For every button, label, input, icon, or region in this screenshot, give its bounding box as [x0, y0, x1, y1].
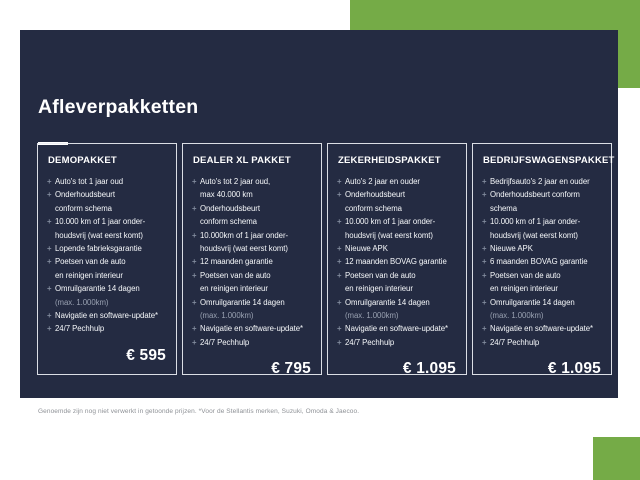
- plus-icon: +: [482, 257, 487, 267]
- feature-line: Poetsen van de auto: [345, 270, 416, 280]
- feature-list: [337, 175, 458, 349]
- feature-text: [200, 322, 313, 335]
- plus-icon: +: [47, 177, 52, 186]
- feature-line: conform schema: [200, 217, 257, 227]
- plus-icon: +: [47, 190, 52, 200]
- feature-line: Auto's 2 jaar en ouder: [345, 177, 420, 186]
- feature-line: en reinigen interieur: [55, 270, 123, 280]
- feature-line: Lopende fabrieksgarantie: [55, 244, 142, 254]
- package-card: [327, 143, 467, 378]
- feature-item: [482, 336, 603, 349]
- plus-icon: +: [482, 297, 487, 307]
- feature-text: [490, 322, 603, 335]
- feature-text: [55, 215, 168, 242]
- feature-line: 24/7 Pechhulp: [490, 337, 540, 347]
- plus-icon: +: [47, 311, 52, 321]
- package-name: ZEKERHEIDSPAKKET: [338, 155, 441, 166]
- feature-text: [490, 296, 603, 323]
- package-card: [182, 143, 322, 378]
- package-name: DEALER XL PAKKET: [193, 155, 291, 166]
- plus-icon: +: [47, 257, 52, 267]
- feature-line: max 40.000 km: [200, 190, 253, 200]
- feature-text: [345, 175, 458, 188]
- feature-item: [337, 175, 458, 188]
- plus-icon: +: [482, 324, 487, 334]
- plus-icon: +: [192, 324, 197, 334]
- plus-icon: +: [337, 217, 342, 227]
- feature-text: [200, 255, 313, 268]
- plus-icon: +: [47, 217, 52, 227]
- feature-line: Omruilgarantie 14 dagen: [55, 284, 140, 294]
- feature-line: 10.000 km of 1 jaar onder-: [490, 217, 581, 227]
- feature-item: [47, 175, 168, 188]
- feature-line: conform schema: [345, 203, 402, 213]
- feature-item: [482, 296, 603, 323]
- feature-text: [345, 269, 458, 296]
- plus-icon: +: [337, 337, 342, 347]
- feature-text: [490, 336, 603, 349]
- feature-item: [192, 255, 313, 268]
- package-price: € 1.095: [402, 360, 456, 378]
- plus-icon: +: [192, 270, 197, 280]
- feature-line: Nieuwe APK: [490, 244, 533, 254]
- feature-item: [192, 322, 313, 335]
- plus-icon: +: [337, 257, 342, 267]
- feature-text: [200, 336, 313, 349]
- package-cards: [37, 143, 615, 378]
- plus-icon: +: [482, 177, 487, 186]
- plus-icon: +: [192, 203, 197, 213]
- feature-text: [55, 175, 168, 188]
- feature-line: en reinigen interieur: [345, 284, 413, 294]
- feature-text: [55, 255, 168, 282]
- feature-item: [482, 255, 603, 268]
- feature-list: [482, 175, 603, 349]
- feature-item: [337, 336, 458, 349]
- feature-item: [47, 188, 168, 215]
- footnote: Genoemde zijn nog niet verwerkt in getoonde prijzen. *Voor de Stellantis merken, Suzuki, Omoda & Jaecoo.: [38, 408, 360, 415]
- feature-text: [490, 255, 603, 268]
- feature-line: (max. 1.000km): [345, 311, 399, 321]
- plus-icon: +: [192, 230, 197, 240]
- feature-text: [490, 269, 603, 296]
- feature-line: 24/7 Pechhulp: [345, 337, 395, 347]
- package-price: € 1.095: [547, 360, 601, 378]
- feature-text: [55, 188, 168, 215]
- feature-line: (max. 1.000km): [55, 297, 109, 307]
- feature-line: (max. 1.000km): [490, 311, 544, 321]
- feature-item: [47, 255, 168, 282]
- package-card: [472, 143, 615, 378]
- feature-text: [55, 242, 168, 255]
- feature-line: Auto's tot 2 jaar oud,: [200, 177, 271, 186]
- feature-text: [345, 296, 458, 323]
- feature-item: [192, 202, 313, 229]
- feature-item: [47, 242, 168, 255]
- feature-text: [490, 242, 603, 255]
- feature-line: Navigatie en software-update*: [55, 311, 159, 321]
- feature-line: Omruilgarantie 14 dagen: [345, 297, 430, 307]
- feature-line: Onderhoudsbeurt: [200, 203, 260, 213]
- feature-text: [345, 255, 458, 268]
- feature-text: [345, 336, 458, 349]
- feature-line: Onderhoudsbeurt: [55, 190, 115, 200]
- feature-line: Navigatie en software-update*: [490, 324, 594, 334]
- feature-line: Onderhoudsbeurt: [345, 190, 405, 200]
- feature-line: Navigatie en software-update*: [345, 324, 449, 334]
- feature-line: Nieuwe APK: [345, 244, 388, 254]
- feature-text: [55, 309, 168, 322]
- feature-item: [482, 175, 603, 188]
- feature-text: [200, 175, 313, 202]
- plus-icon: +: [337, 324, 342, 334]
- feature-item: [482, 242, 603, 255]
- feature-item: [337, 296, 458, 323]
- feature-text: [200, 269, 313, 296]
- plus-icon: +: [482, 270, 487, 280]
- plus-icon: +: [192, 177, 197, 186]
- plus-icon: +: [47, 284, 52, 294]
- feature-item: [482, 188, 603, 215]
- plus-icon: +: [47, 244, 52, 254]
- feature-text: [55, 282, 168, 309]
- feature-line: 24/7 Pechhulp: [55, 324, 105, 334]
- feature-item: [337, 255, 458, 268]
- feature-line: 10.000 km of 1 jaar onder-: [55, 217, 146, 227]
- feature-line: 10.000km of 1 jaar onder-: [200, 230, 289, 240]
- feature-item: [192, 296, 313, 323]
- feature-text: [55, 322, 168, 335]
- feature-text: [490, 188, 603, 215]
- feature-list: [192, 175, 313, 349]
- feature-text: [345, 188, 458, 215]
- feature-item: [192, 175, 313, 202]
- plus-icon: +: [482, 190, 487, 200]
- feature-text: [200, 229, 313, 256]
- feature-item: [47, 215, 168, 242]
- package-price: € 795: [271, 360, 311, 378]
- package-card: [37, 143, 177, 375]
- feature-line: 10.000 km of 1 jaar onder-: [345, 217, 436, 227]
- feature-item: [192, 229, 313, 256]
- feature-line: Poetsen van de auto: [200, 270, 271, 280]
- feature-line: 6 maanden BOVAG garantie: [490, 257, 588, 267]
- feature-item: [337, 242, 458, 255]
- feature-line: 24/7 Pechhulp: [200, 337, 250, 347]
- package-name: DEMOPAKKET: [48, 155, 117, 166]
- feature-line: Bedrijfsauto's 2 jaar en ouder: [490, 177, 590, 186]
- feature-line: Poetsen van de auto: [55, 257, 126, 267]
- feature-line: Auto's tot 1 jaar oud: [55, 177, 124, 186]
- feature-text: [200, 296, 313, 323]
- main-panel: [20, 30, 618, 398]
- package-name: BEDRIJFSWAGENSPAKKET: [483, 155, 615, 166]
- feature-line: Navigatie en software-update*: [200, 324, 304, 334]
- feature-line: en reinigen interieur: [490, 284, 558, 294]
- feature-line: Omruilgarantie 14 dagen: [490, 297, 575, 307]
- page-title: Afleverpakketten: [38, 96, 199, 118]
- feature-list: [47, 175, 168, 336]
- plus-icon: +: [482, 337, 487, 347]
- feature-item: [47, 282, 168, 309]
- feature-line: en reinigen interieur: [200, 284, 268, 294]
- feature-line: schema: [490, 203, 518, 213]
- plus-icon: +: [337, 177, 342, 186]
- feature-item: [482, 215, 603, 242]
- feature-line: houdsvrij (wat eerst komt): [200, 244, 288, 254]
- feature-item: [192, 269, 313, 296]
- plus-icon: +: [482, 244, 487, 254]
- plus-icon: +: [337, 270, 342, 280]
- plus-icon: +: [482, 217, 487, 227]
- plus-icon: +: [47, 324, 52, 334]
- feature-line: houdsvrij (wat eerst komt): [55, 230, 143, 240]
- package-price: € 595: [126, 346, 166, 364]
- plus-icon: +: [337, 297, 342, 307]
- feature-line: 12 maanden BOVAG garantie: [345, 257, 447, 267]
- feature-line: Poetsen van de auto: [490, 270, 561, 280]
- plus-icon: +: [337, 244, 342, 254]
- feature-text: [200, 202, 313, 229]
- feature-item: [337, 215, 458, 242]
- feature-text: [345, 215, 458, 242]
- feature-text: [490, 175, 603, 188]
- feature-text: [490, 215, 603, 242]
- feature-line: houdsvrij (wat eerst komt): [345, 230, 433, 240]
- feature-item: [482, 322, 603, 335]
- feature-item: [337, 322, 458, 335]
- feature-item: [337, 188, 458, 215]
- plus-icon: +: [192, 257, 197, 267]
- feature-item: [192, 336, 313, 349]
- feature-text: [345, 242, 458, 255]
- feature-text: [345, 322, 458, 335]
- plus-icon: +: [192, 297, 197, 307]
- feature-item: [47, 309, 168, 322]
- feature-line: Omruilgarantie 14 dagen: [200, 297, 285, 307]
- feature-item: [47, 322, 168, 335]
- feature-line: houdsvrij (wat eerst komt): [490, 230, 578, 240]
- feature-line: 12 maanden garantie: [200, 257, 273, 267]
- plus-icon: +: [192, 337, 197, 347]
- feature-line: Onderhoudsbeurt conform: [490, 190, 580, 200]
- plus-icon: +: [337, 190, 342, 200]
- green-accent-bottom-right: [593, 437, 640, 480]
- feature-item: [482, 269, 603, 296]
- feature-item: [337, 269, 458, 296]
- feature-line: (max. 1.000km): [200, 311, 254, 321]
- feature-line: conform schema: [55, 203, 112, 213]
